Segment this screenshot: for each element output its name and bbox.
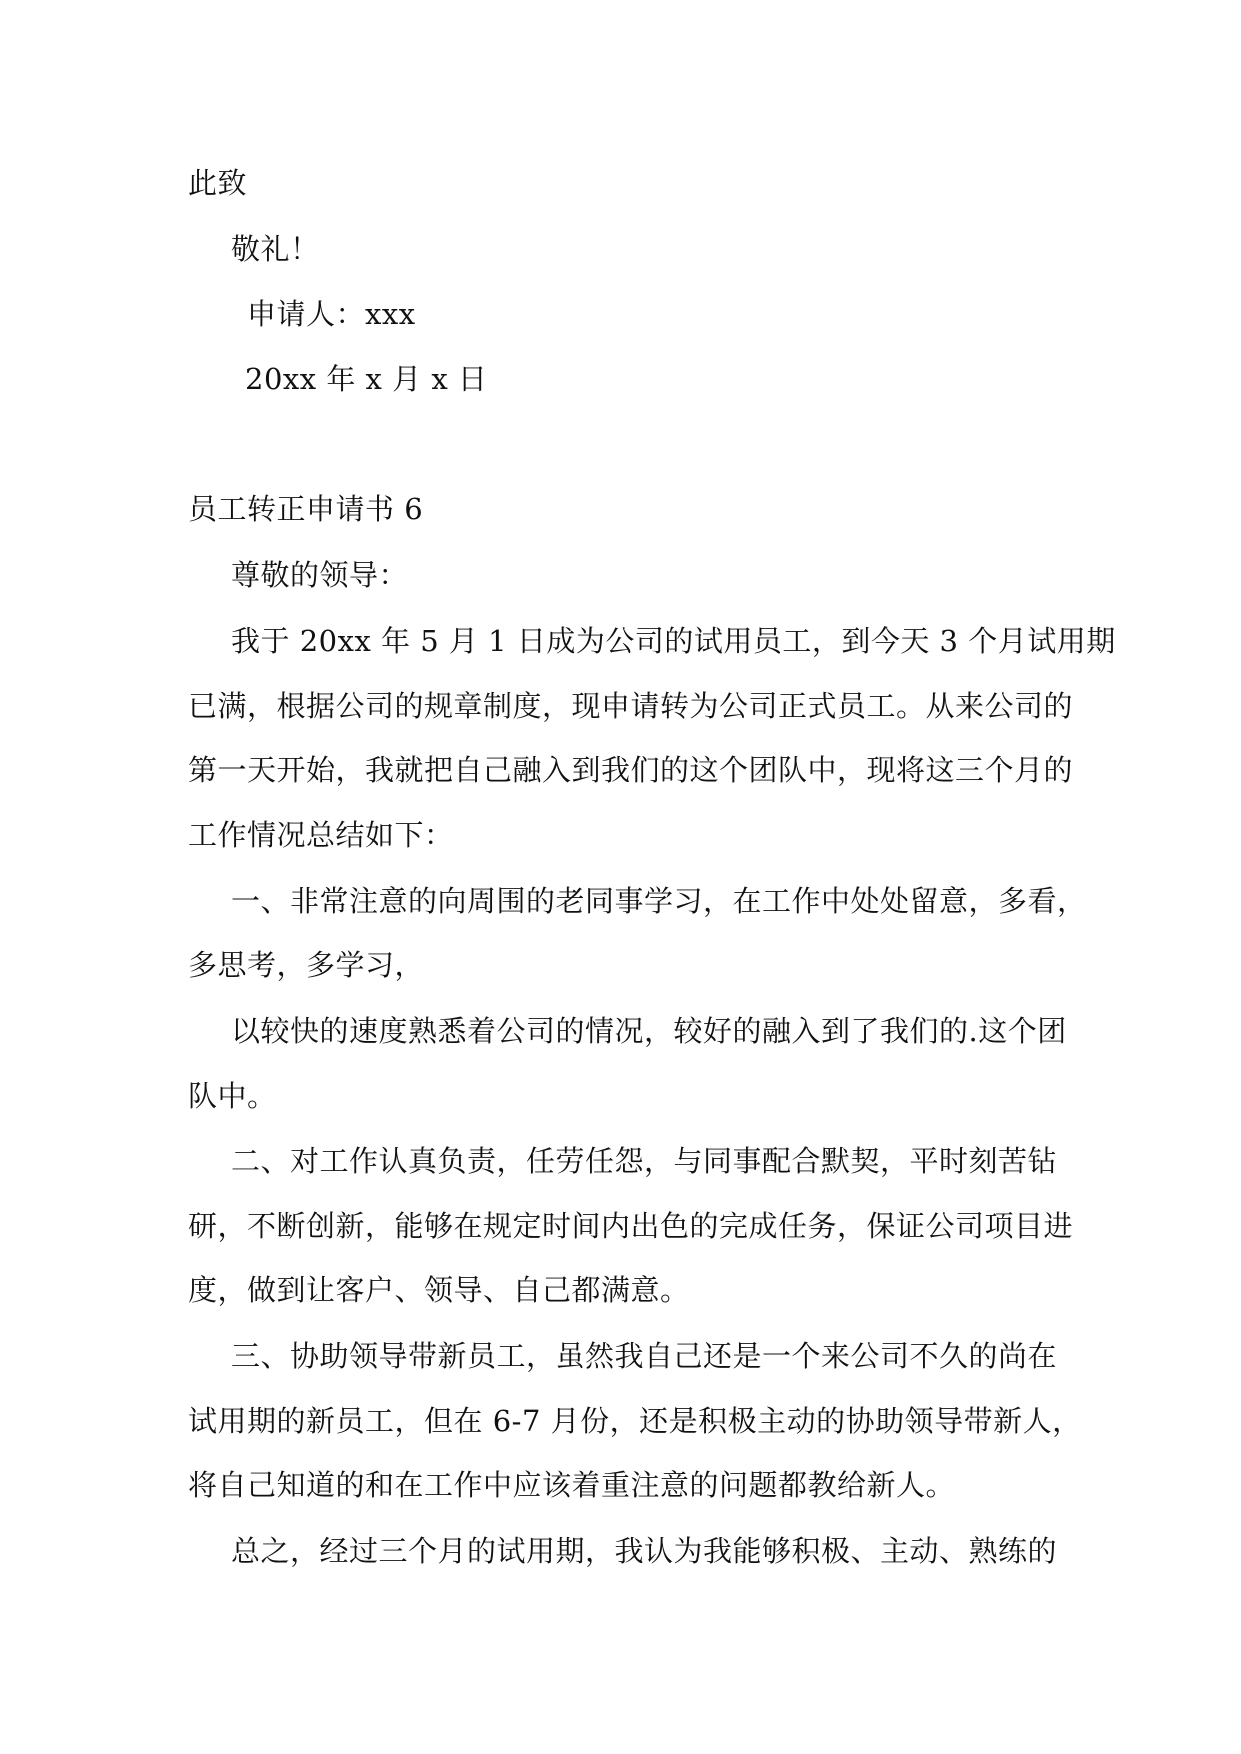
paragraph-line: 多思考，多学习， <box>188 948 425 982</box>
paragraph-line: 以较快的速度熟悉着公司的情况，较好的融入到了我们的.这个团 <box>231 1014 1067 1048</box>
paragraph-line: 度，做到让客户、领导、自己都满意。 <box>188 1273 690 1307</box>
closing-jing-li: 敬礼！ <box>231 232 320 266</box>
letter-title: 员工转正申请书 6 <box>188 492 424 526</box>
paragraph-line: 二、对工作认真负责，任劳任怨，与同事配合默契，平时刻苦钻 <box>231 1144 1058 1178</box>
paragraph-line: 我于 20xx 年 5 月 1 日成为公司的试用员工，到今天 3 个月试用期 <box>231 624 1116 658</box>
paragraph-line: 总之，经过三个月的试用期，我认为我能够积极、主动、熟练的 <box>231 1534 1058 1568</box>
paragraph-line: 将自己知道的和在工作中应该着重注意的问题都教给新人。 <box>188 1468 956 1502</box>
paragraph-line: 第一天开始，我就把自己融入到我们的这个团队中，现将这三个月的 <box>188 753 1074 787</box>
salutation: 尊敬的领导： <box>231 558 409 592</box>
paragraph-line: 一、非常注意的向周围的老同事学习，在工作中处处留意，多看， <box>231 884 1087 918</box>
paragraph-line: 试用期的新员工，但在 6-7 月份，还是积极主动的协助领导带新人， <box>188 1404 1082 1438</box>
paragraph-line: 工作情况总结如下： <box>188 818 454 852</box>
closing-ci-zhi: 此致 <box>188 166 248 200</box>
date-line: 20xx 年 x 月 x 日 <box>245 362 488 396</box>
paragraph-line: 三、协助领导带新员工，虽然我自己还是一个来公司不久的尚在 <box>231 1339 1058 1373</box>
paragraph-line: 队中。 <box>188 1079 277 1113</box>
applicant-line: 申请人：xxx <box>247 297 416 331</box>
paragraph-line: 研，不断创新，能够在规定时间内出色的完成任务，保证公司项目进 <box>188 1209 1074 1243</box>
paragraph-line: 已满，根据公司的规章制度，现申请转为公司正式员工。从来公司的 <box>188 689 1074 723</box>
